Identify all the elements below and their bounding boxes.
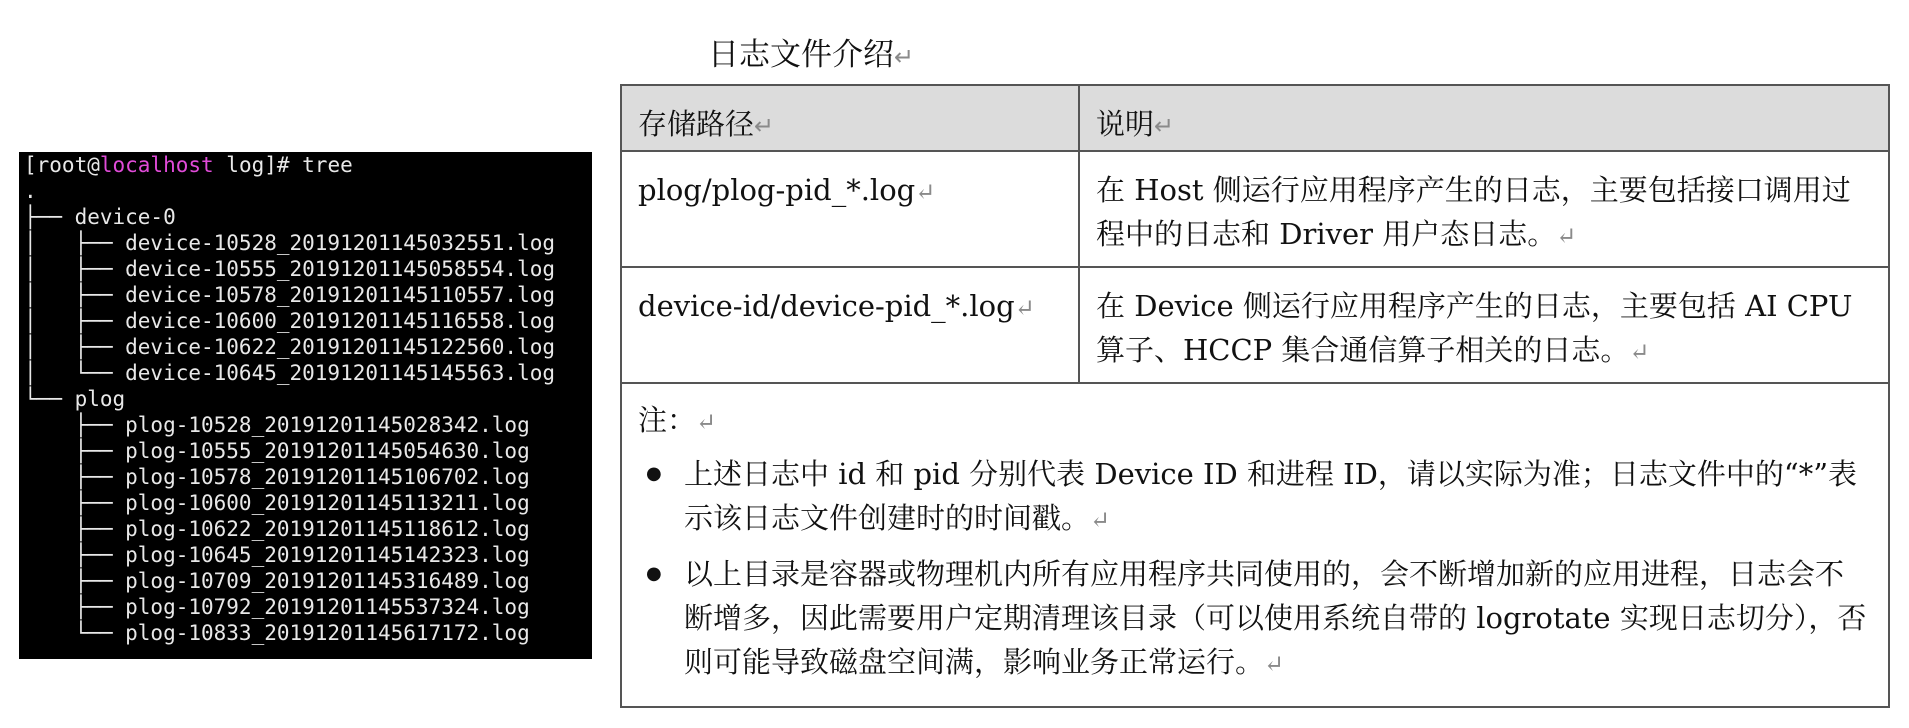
cell-description xyxy=(1079,151,1889,267)
prompt-prefix: [root@ xyxy=(24,153,100,177)
log-files-table xyxy=(620,84,1890,708)
tree-line: │ ├── device-10578_20191201145110557.log xyxy=(24,283,556,307)
note-item xyxy=(638,552,1872,686)
table-header-row xyxy=(621,85,1889,151)
paragraph-mark-icon: ↵ xyxy=(754,112,775,140)
prompt-command: log]# tree xyxy=(213,153,353,177)
tree-line: │ ├── device-10528_20191201145032551.log xyxy=(24,231,556,255)
doc-title-text: 日志文件介绍 xyxy=(708,37,894,73)
paragraph-mark-icon: ↵ xyxy=(696,408,717,436)
description-text: 在 Device 侧运行应用程序产生的日志，主要包括 AI CPU 算子、HCCP 集合通信算子相关的日志。 xyxy=(1096,289,1853,367)
note-label xyxy=(638,398,1872,444)
terminal-window xyxy=(19,152,592,659)
tree-line: ├── plog-10578_20191201145106702.log xyxy=(24,465,530,489)
paragraph-mark-icon: ↵ xyxy=(1264,650,1285,678)
tree-line: ├── plog-10709_20191201145316489.log xyxy=(24,569,530,593)
note-row xyxy=(621,383,1889,707)
tree-line: . xyxy=(24,179,37,203)
header-storage-path-label: 存储路径 xyxy=(638,107,755,141)
paragraph-mark-icon: ↵ xyxy=(1090,506,1111,534)
prompt-host: localhost xyxy=(99,153,214,177)
path-text: plog/plog-pid_*.log xyxy=(638,173,916,207)
tree-line: │ ├── device-10600_20191201145116558.log xyxy=(24,309,556,333)
table-row xyxy=(621,267,1889,383)
paragraph-mark-icon: ↵ xyxy=(894,43,915,71)
tree-line: │ └── device-10645_20191201145145563.log xyxy=(24,361,556,385)
header-description xyxy=(1079,85,1889,151)
cell-description xyxy=(1079,267,1889,383)
paragraph-mark-icon: ↵ xyxy=(1556,222,1577,250)
tree-line: ├── plog-10555_20191201145054630.log xyxy=(24,439,530,463)
note-item xyxy=(638,452,1872,542)
tree-line: │ ├── device-10555_20191201145058554.log xyxy=(24,257,556,281)
path-text: device-id/device-pid_*.log xyxy=(638,289,1015,323)
note-cell xyxy=(621,383,1889,707)
tree-line: ├── plog-10528_20191201145028342.log xyxy=(24,413,530,437)
paragraph-mark-icon: ↵ xyxy=(1629,338,1650,366)
cell-path xyxy=(621,267,1079,383)
tree-line: │ ├── device-10622_20191201145122560.log xyxy=(24,335,556,359)
tree-line: └── plog xyxy=(24,387,126,411)
paragraph-mark-icon: ↵ xyxy=(1014,294,1035,322)
tree-line: ├── plog-10600_20191201145113211.log xyxy=(24,491,530,515)
terminal-prompt xyxy=(24,152,592,178)
note-list xyxy=(638,452,1872,686)
doc-title xyxy=(708,29,914,74)
cell-path xyxy=(621,151,1079,267)
tree-line: ├── plog-10645_20191201145142323.log xyxy=(24,543,530,567)
tree-line: └── plog-10833_20191201145617172.log xyxy=(24,621,530,645)
tree-line: ├── plog-10792_20191201145537324.log xyxy=(24,595,530,619)
note-label-text: 注： xyxy=(638,403,697,437)
tree-line: ├── device-0 xyxy=(24,205,176,229)
description-text: 在 Host 侧运行应用程序产生的日志，主要包括接口调用过程中的日志和 Driver 用户态日志。 xyxy=(1096,173,1851,251)
header-description-label: 说明 xyxy=(1096,107,1155,141)
header-storage-path xyxy=(621,85,1079,151)
tree-line: ├── plog-10622_20191201145118612.log xyxy=(24,517,530,541)
paragraph-mark-icon: ↵ xyxy=(1154,112,1175,140)
table-row xyxy=(621,151,1889,267)
note-text: 以上目录是容器或物理机内所有应用程序共同使用的，会不断增加新的应用进程，日志会不断增多，因此需要用户定期清理该目录（可以使用系统自带的 logrotate 实现日志切分），否则可能导致磁盘空间满，影响业务正常运行。 xyxy=(684,557,1867,679)
paragraph-mark-icon: ↵ xyxy=(915,178,936,206)
note-text: 上述日志中 id 和 pid 分别代表 Device ID 和进程 ID，请以实际为准；日志文件中的“*”表示该日志文件创建时的时间戳。 xyxy=(684,457,1858,535)
